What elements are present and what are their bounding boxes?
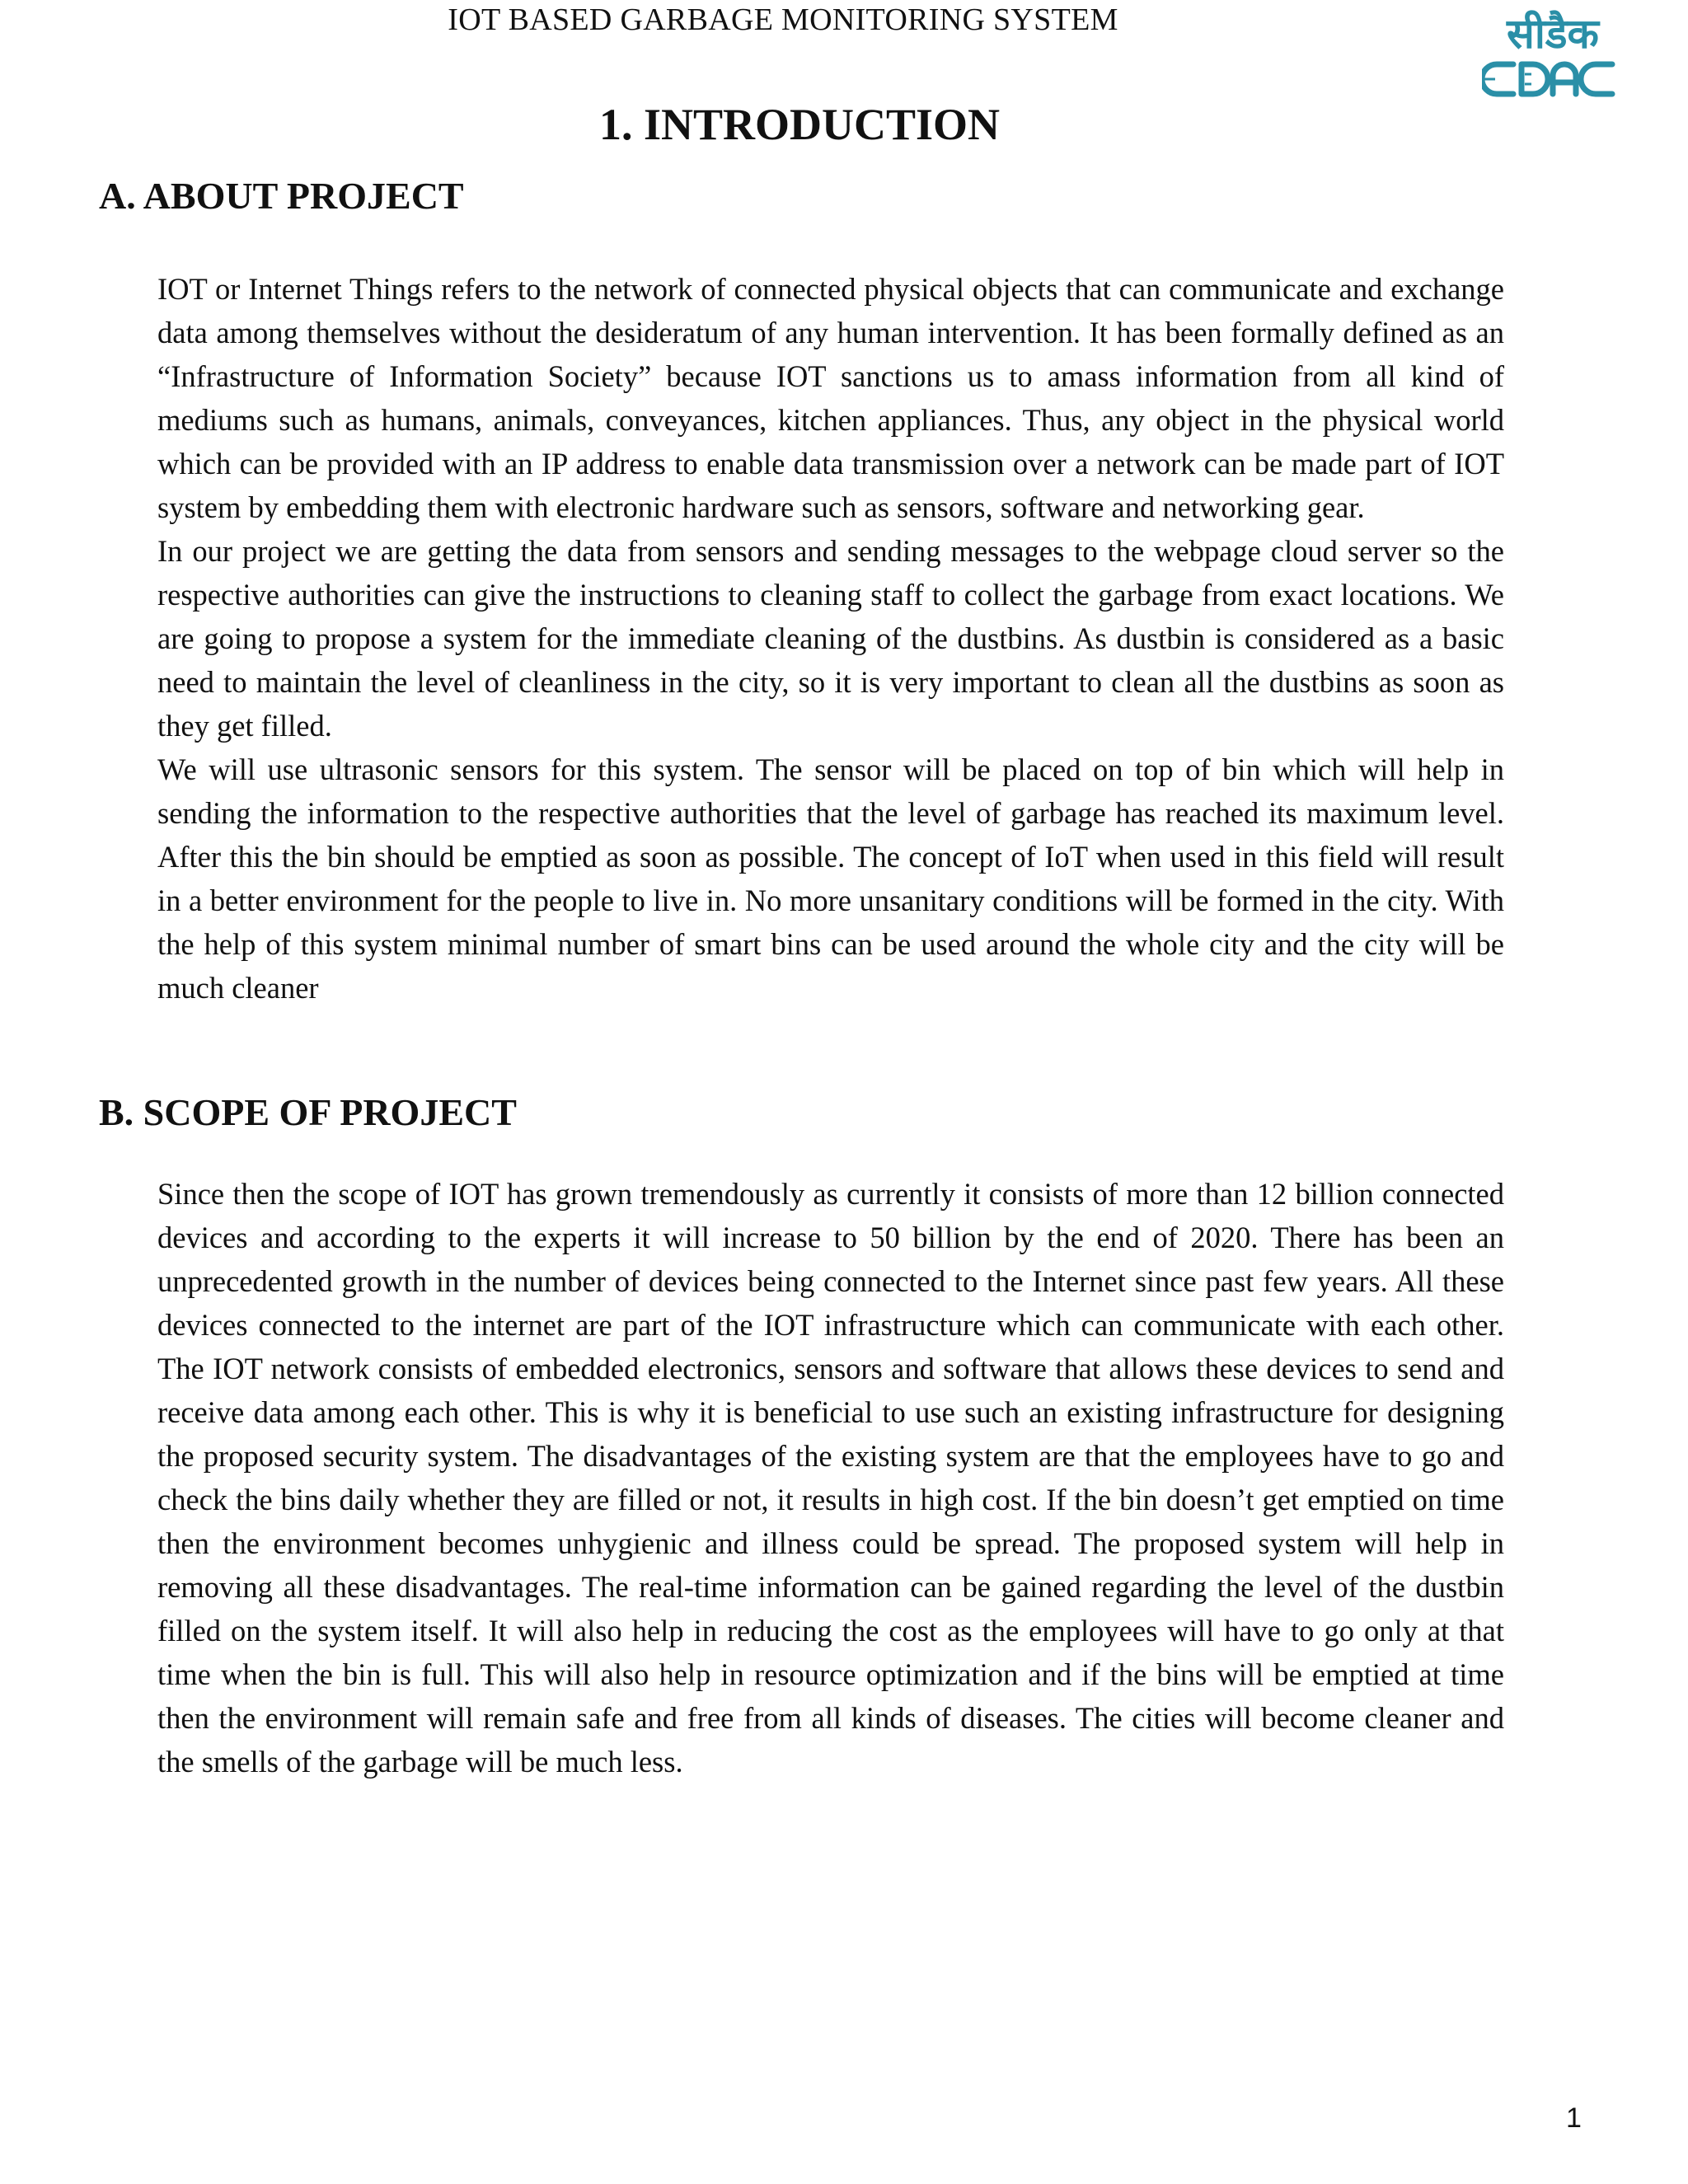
section-heading-scope-of-project: B. SCOPE OF PROJECT (99, 1091, 517, 1133)
cdac-logo-latin-wordmark (1482, 64, 1612, 94)
chapter-title: 1. INTRODUCTION (598, 100, 1001, 149)
cdac-logo-hindi-wordmark: सीडैक (1507, 10, 1599, 58)
about-paragraph-1: IOT or Internet Things refers to the network of connected physical objects that can communicate and exchange data among themselves without the desideratum of any human intervention. It has been formally defined as an “Infrastructure of Information Society” because IOT sanctions us to amass information from all kind of mediums such as humans, animals, conveyances, kitchen appliances. Thus, any object in the physical world which can be provided with an IP address to enable data transmission over a network can be made part of IOT system by embedding them with electronic hardware such as sensors, software and networking gear. (157, 272, 1504, 524)
page-number: 1 (1566, 2102, 1582, 2134)
about-project-body (157, 267, 1504, 1010)
about-paragraph-2: In our project we are getting the data from sensors and sending messages to the webpage cloud server so the respective authorities can give the instructions to cleaning staff to collect the garbage from exact locations. We are going to propose a system for the immediate cleaning of the dustbins. As dustbin is considered as a basic need to maintain the level of cleanliness in the city, so it is very important to clean all the dustbins as soon as they get filled. (157, 534, 1504, 743)
running-header-title: IOT BASED GARBAGE MONITORING SYSTEM (448, 2, 1118, 37)
cdac-logo (1482, 7, 1624, 105)
scope-paragraph-1: Since then the scope of IOT has grown tremendously as currently it consists of more than 12 billion connected devices and according to the experts it will increase to 50 billion by the end of 2020. There has been an unprecedented growth in the number of devices being connected to the Internet since past few years. All these devices connected to the internet are part of the IOT infrastructure which can communicate with each other. The IOT network consists of embedded electronics, sensors and software that allows these devices to send and receive data among each other. This is why it is beneficial to use such an existing infrastructure for designing the proposed security system. The disadvantages of the existing system are that the employees have to go and check the bins daily whether they are filled or not, it results in high cost. If the bin doesn’t get emptied on time then the environment becomes unhygienic and illness could be spread. The proposed system will help in removing all these disadvantages. The real-time information can be gained regarding the level of the dustbin filled on the system itself. It will also help in reducing the cost as the employees will have to go only at that time when the bin is full. This will also help in resource optimization and if the bins will be emptied at time then the environment will remain safe and free from all kinds of diseases. The cities will become cleaner and the smells of the garbage will be much less. (157, 1177, 1504, 1779)
about-paragraph-3: We will use ultrasonic sensors for this system. The sensor will be placed on top of bin which will help in sending the information to the respective authorities that the level of garbage has reached its maximum level. After this the bin should be emptied as soon as possible. The concept of IoT when used in this field will result in a better environment for the people to live in. No more unsanitary conditions will be formed in the city. With the help of this system minimal number of smart bins can be used around the whole city and the city will be much cleaner (157, 752, 1504, 1005)
section-heading-about-project: A. ABOUT PROJECT (99, 175, 464, 217)
cdac-logo-graphic (1482, 7, 1624, 105)
scope-of-project-body (157, 1172, 1504, 1783)
